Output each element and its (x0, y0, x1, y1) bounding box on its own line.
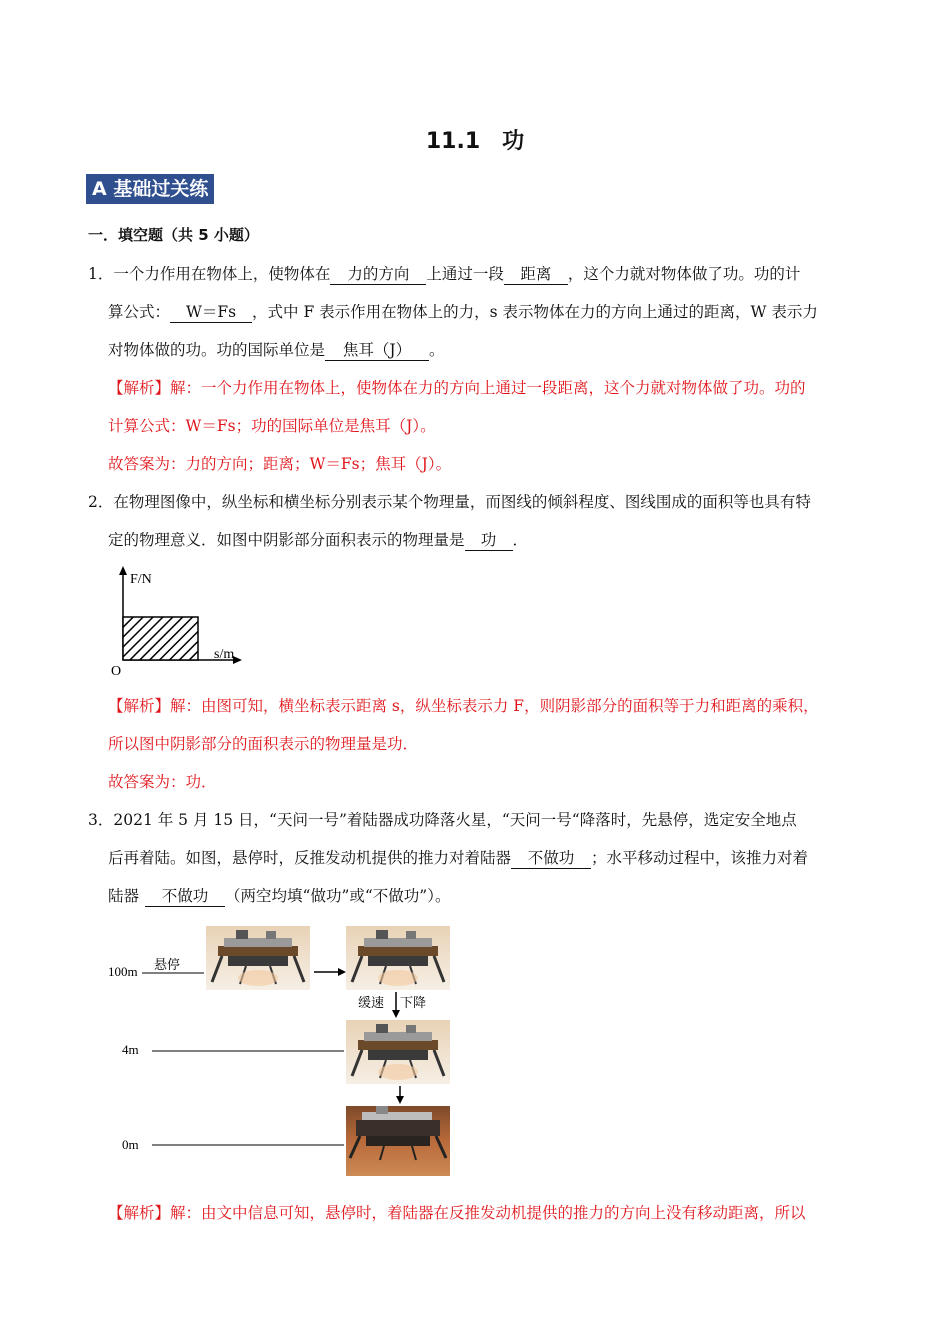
q3-text: 陆器 (108, 887, 140, 905)
x-axis-arrow (233, 656, 242, 664)
q1-analysis-2: 计算公式：W＝Fs；功的国际单位是焦耳（J）。 (108, 417, 436, 435)
origin-label: O (111, 664, 122, 679)
q3-text: ；水平移动过程中，该推力对着 (591, 849, 809, 867)
q1-text: ，这个力就对物体做了功。功的计 (567, 265, 801, 283)
slow-label: 缓速 (358, 996, 385, 1011)
q2-text: ． (512, 531, 529, 549)
q1-analysis-1: 【解析】解：一个力作用在物体上，使物体在力的方向上通过一段距离，这个力就对物体做了功。功的 (108, 379, 806, 397)
q1-text: 1．一个力作用在物体上，使物体在 (88, 265, 331, 283)
q2-text: 定的物理意义．如图中阴影部分面积表示的物理量是 (108, 531, 465, 549)
descend-label: 下降 (400, 996, 427, 1011)
q1-line-3 (108, 338, 445, 361)
q1-blank-1: 力的方向 (330, 266, 426, 285)
q1-line-1 (88, 262, 800, 285)
q2-answer: 故答案为：功． (108, 773, 217, 791)
q1-text: 算公式： (108, 303, 171, 321)
lander-hover-image (206, 926, 310, 990)
q2-blank-1: 功 (465, 532, 513, 551)
q3-text: 后再着陆。如图，悬停时，反推发动机提供的推力对着陆器 (108, 849, 512, 867)
q3-line-2 (108, 846, 808, 869)
lander-moved-image (346, 926, 450, 990)
q3-blank-2: 不做功 (145, 888, 225, 907)
y-axis-arrow (119, 566, 127, 575)
descend-arrow-head (392, 1010, 400, 1018)
hover-label: 悬停 (154, 958, 181, 973)
q2-analysis-2: 所以图中阴影部分的面积表示的物理量是功． (108, 735, 419, 753)
x-axis-label: s/m (214, 647, 235, 662)
descend-arrow-2-head (396, 1096, 404, 1104)
q2-analysis-1: 【解析】解：由图可知，横坐标表示距离 s，纵坐标表示力 F，则阴影部分的面积等于力和距离的乘积， (108, 697, 819, 715)
lander-landed-image (346, 1106, 450, 1176)
q3-analysis-1: 【解析】解：由文中信息可知，悬停时，着陆器在反推发动机提供的推力的方向上没有移动距离，所以 (108, 1204, 806, 1222)
shaded-area (123, 617, 198, 660)
height-0m-label: 0m (122, 1137, 139, 1152)
lander-descent-figure (104, 920, 464, 1182)
page-title: 11.1 功 (425, 129, 525, 154)
q3-line-1: 3．2021 年 5 月 15 日，“天问一号”着陆器成功降落火星，“天问一号“降落时，先悬停，选定安全地点 (88, 811, 797, 829)
q1-blank-4: 焦耳（J） (325, 342, 429, 361)
y-axis-label: F/N (130, 572, 152, 587)
q2-line-2 (108, 528, 528, 551)
section-subheading: 一．填空题（共 5 小题） (88, 226, 259, 244)
q3-blank-1: 不做功 (511, 850, 591, 869)
q1-text: 对物体做的功。功的国际单位是 (108, 341, 326, 359)
q1-answer: 故答案为：力的方向；距离；W＝Fs；焦耳（J）。 (108, 455, 452, 473)
q3-text: （两空均填“做功”或“不做功”）。 (225, 887, 451, 905)
q3-line-3 (108, 884, 450, 907)
height-100m-label: 100m (108, 964, 138, 979)
force-distance-graph (108, 562, 248, 682)
q1-text: ，式中 F 表示作用在物体上的力，s 表示物体在力的方向上通过的距离，W 表示力 (252, 303, 818, 321)
q1-blank-2: 距离 (504, 266, 568, 285)
q1-blank-3: W＝Fs (170, 304, 252, 323)
lander-4m-image (346, 1020, 450, 1084)
height-4m-label: 4m (122, 1042, 139, 1057)
q1-line-2 (108, 300, 818, 323)
q1-text: 上通过一段 (426, 265, 504, 283)
q1-text: 。 (429, 341, 445, 359)
section-badge: A 基础过关练 (86, 174, 214, 204)
move-arrow-head (338, 968, 346, 976)
q2-line-1: 2．在物理图像中，纵坐标和横坐标分别表示某个物理量，而图线的倾斜程度、图线围成的面积等也具有特 (88, 493, 811, 511)
